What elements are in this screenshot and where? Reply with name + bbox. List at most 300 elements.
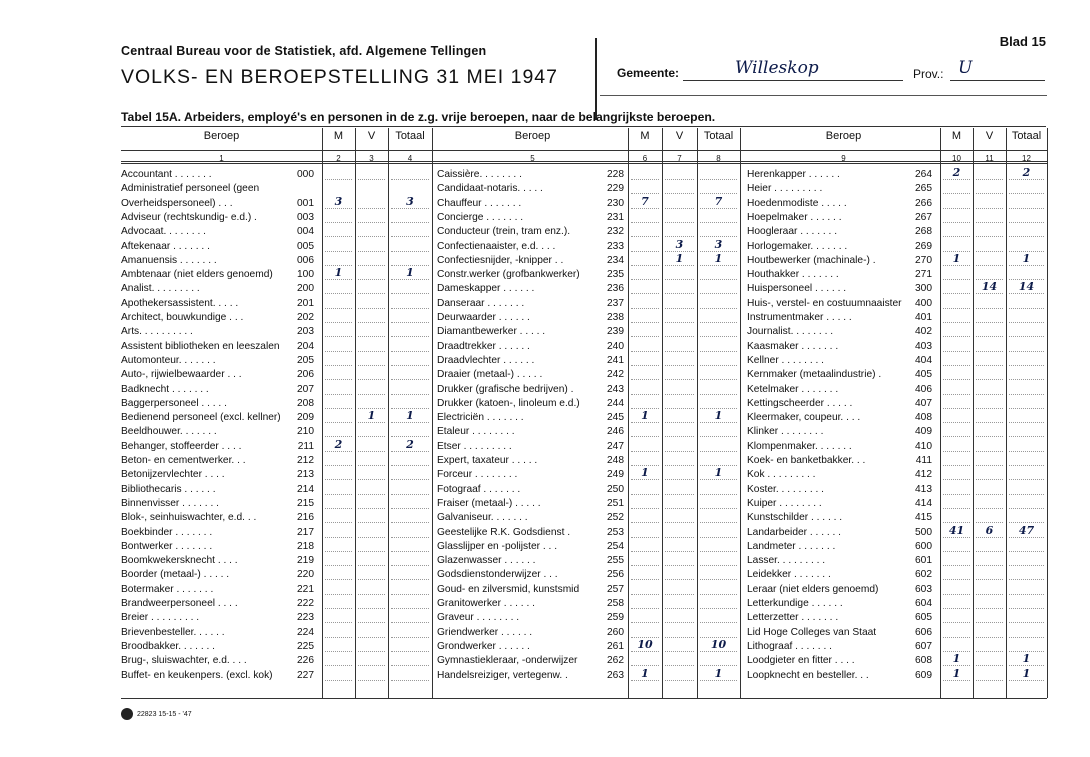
handwritten-count: 6 (985, 523, 994, 537)
entry-line (1009, 464, 1044, 466)
column-number: 6 (642, 154, 648, 163)
occupation-label: Loodgieter en fitter . . . . (747, 655, 855, 667)
occupation-code: 220 (297, 569, 314, 581)
table-row (121, 168, 432, 182)
table-row (747, 626, 1047, 640)
occupation-label: Broodbakker. . . . . . . (121, 640, 215, 652)
entry-line (391, 321, 429, 323)
occupation-code: 225 (297, 640, 314, 652)
occupation-code: 255 (607, 555, 624, 567)
occupation-label: Herenkapper . . . . . . (747, 169, 840, 180)
entry-line (976, 578, 1003, 580)
table-row (121, 497, 432, 511)
occupation-label: Advocaat. . . . . . . . (121, 226, 206, 238)
occupation-label: Blok-, seinhuiswachter, e.d. . . (121, 512, 257, 524)
table-row (121, 411, 432, 425)
entry-line (665, 450, 694, 452)
entry-line (1009, 407, 1044, 409)
occupation-code: 265 (915, 183, 932, 195)
gemeente-line (683, 80, 903, 81)
province-label: Prov.: (913, 67, 944, 81)
header-v: V (675, 130, 684, 142)
occupation-code: 261 (607, 640, 624, 652)
entry-line (943, 207, 970, 209)
entry-line (358, 221, 385, 223)
entry-line (631, 435, 659, 437)
form-title: VOLKS- EN BEROEPSTELLING 31 MEI 1947 (121, 66, 558, 88)
table-row (437, 597, 740, 611)
occupation-label: Analist. . . . . . . . . (121, 283, 200, 295)
table-row (747, 454, 1047, 468)
entry-line (700, 435, 737, 437)
entry-line (325, 507, 352, 509)
table-row (747, 468, 1047, 482)
entry-line (1009, 593, 1044, 595)
table-row (121, 526, 432, 540)
entry-line (358, 250, 385, 252)
occupation-code: 228 (607, 169, 624, 180)
handwritten-count: 1 (334, 266, 343, 280)
entry-line (665, 178, 694, 180)
occupation-code: 300 (915, 283, 932, 295)
entry-line (976, 550, 1003, 552)
entry-line (976, 221, 1003, 223)
table-row (437, 497, 740, 511)
occupation-code: 402 (915, 326, 932, 338)
occupation-label: Kuiper . . . . . . . . (747, 497, 822, 509)
table-row (121, 254, 432, 268)
table-row (747, 597, 1047, 611)
occupation-code: 240 (607, 340, 624, 352)
entry-line (976, 378, 1003, 380)
occupation-code: 256 (607, 569, 624, 581)
table-row (747, 383, 1047, 397)
occupation-label: Badknecht . . . . . . . (121, 383, 209, 395)
occupation-label: Fraiser (metaal-) . . . . . (437, 497, 541, 509)
entry-line (631, 621, 659, 623)
entry-line (976, 307, 1003, 309)
occupation-label: Houthakker . . . . . . . (747, 269, 839, 281)
entry-line (631, 278, 659, 280)
entry-line (665, 207, 694, 209)
table-row (437, 397, 740, 411)
entry-line (976, 350, 1003, 352)
entry-line (631, 607, 659, 609)
entry-line (943, 292, 970, 294)
handwritten-count: 2 (952, 166, 961, 179)
column-number: 7 (677, 154, 682, 163)
entry-line (943, 235, 970, 237)
occupation-label: Journalist. . . . . . . . (747, 326, 834, 338)
occupation-code: 245 (607, 412, 624, 424)
handwritten-count: 1 (367, 409, 376, 423)
header-v: V (367, 130, 376, 142)
entry-line (700, 550, 737, 552)
entry-line (1009, 607, 1044, 609)
occupation-code: 234 (607, 254, 624, 266)
table-row (747, 240, 1047, 254)
entry-line (358, 321, 385, 323)
occupation-label: Lithograaf . . . . . . . (747, 640, 832, 652)
entry-line (1009, 450, 1044, 452)
entry-line (1009, 364, 1044, 366)
entry-line (976, 335, 1003, 337)
entry-line (1009, 550, 1044, 552)
occupation-code: 415 (915, 512, 932, 524)
occupation-label: Koek- en banketbakker. . . (747, 455, 866, 466)
entry-line (700, 335, 737, 337)
entry-line (631, 378, 659, 380)
handwritten-count: 1 (641, 466, 649, 480)
table-row (121, 669, 432, 683)
table-row (747, 311, 1047, 325)
column-number: 5 (530, 154, 535, 163)
occupation-code: 267 (915, 211, 932, 223)
entry-line (976, 435, 1003, 437)
table-row (747, 440, 1047, 454)
entry-line (391, 564, 429, 566)
occupation-code: 413 (915, 483, 932, 495)
entry-line (1009, 564, 1044, 566)
entry-line (976, 636, 1003, 638)
occupation-label: Amanuensis . . . . . . . (121, 254, 217, 266)
entry-line (325, 307, 352, 309)
occupation-code: 207 (297, 383, 314, 395)
table-row (437, 311, 740, 325)
entry-line (631, 178, 659, 180)
table-row (747, 225, 1047, 239)
table-row (747, 368, 1047, 382)
column-number: 8 (716, 154, 721, 163)
entry-line (358, 450, 385, 452)
entry-line (391, 178, 429, 180)
occupation-label: Brug-, sluiswachter, e.d. . . . (121, 655, 247, 667)
occupation-label: Griendwerker . . . . . . (437, 626, 533, 638)
entry-line (976, 607, 1003, 609)
occupation-code: 233 (607, 240, 624, 252)
entry-line (1009, 235, 1044, 237)
entry-line (325, 321, 352, 323)
table-row (437, 211, 740, 225)
occupation-code: 600 (915, 540, 932, 552)
table-row (121, 511, 432, 525)
occupation-code: 252 (607, 512, 624, 524)
entry-line (358, 292, 385, 294)
entry-line (976, 421, 1003, 423)
handwritten-count: 1 (1022, 652, 1031, 666)
entry-line (665, 278, 694, 280)
handwritten-count: 10 (710, 637, 727, 651)
entry-line (358, 636, 385, 638)
table-row (437, 526, 740, 540)
entry-line (631, 250, 659, 252)
entry-line (665, 464, 694, 466)
handwritten-count: 1 (714, 251, 723, 265)
entry-line (665, 664, 694, 666)
table-row (437, 440, 740, 454)
occupation-label: Forceur . . . . . . . . (437, 469, 518, 481)
entry-line (325, 621, 352, 623)
occupation-label: Glazenwasser . . . . . . (437, 555, 536, 567)
handwritten-count: 7 (714, 194, 723, 208)
occupation-label: Loopknecht en besteller. . . (747, 669, 869, 681)
entry-line (358, 679, 385, 681)
entry-line (943, 335, 970, 337)
entry-line (1009, 435, 1044, 437)
table-row (437, 483, 740, 497)
entry-line (631, 221, 659, 223)
occupation-code: 408 (915, 412, 932, 424)
occupation-label: Gymnastiekleraar, -onderwijzer (437, 655, 578, 667)
entry-line (700, 364, 737, 366)
occupation-code: 268 (915, 226, 932, 238)
occupation-label: Beton- en cementwerker. . . (121, 455, 246, 466)
handwritten-count: 1 (675, 251, 684, 265)
table-row (437, 268, 740, 282)
entry-line (700, 621, 737, 623)
table-row (121, 182, 432, 196)
table-row (437, 411, 740, 425)
entry-line (391, 393, 429, 395)
occupation-label: Kok . . . . . . . . . (747, 469, 816, 481)
entry-line (976, 507, 1003, 509)
occupation-label: Automonteur. . . . . . . (121, 354, 216, 366)
table-row (437, 182, 740, 196)
occupation-code: 602 (915, 569, 932, 581)
caption-rule (121, 126, 1046, 127)
logo-icon (121, 708, 133, 720)
table-row (121, 654, 432, 668)
header-totaal: Totaal (1011, 130, 1042, 142)
occupation-label: Handelsreiziger, vertegenw. . (437, 669, 568, 681)
table-row (747, 666, 1047, 683)
table-row (747, 611, 1047, 625)
entry-line (665, 378, 694, 380)
occupation-code: 224 (297, 626, 314, 638)
entry-line (391, 664, 429, 666)
table-row (437, 511, 740, 525)
gemeente-value: Willeskop (735, 58, 819, 78)
entry-line (976, 450, 1003, 452)
table-row (747, 325, 1047, 339)
table-bottom-rule (121, 698, 1047, 699)
table-row (121, 368, 432, 382)
handwritten-count: 41 (948, 523, 965, 537)
occupation-code: 213 (297, 469, 314, 481)
occupation-label: Landmeter . . . . . . . (747, 540, 836, 552)
entry-line (391, 350, 429, 352)
occupation-label: Glasslijper en -polijster . . . (437, 540, 558, 552)
occupation-label: Landarbeider . . . . . . (747, 526, 842, 538)
entry-line (325, 407, 352, 409)
entry-line (665, 493, 694, 495)
occupation-code: 215 (297, 497, 314, 509)
table-row (437, 251, 740, 268)
table-row (121, 268, 432, 282)
entry-line (700, 307, 737, 309)
entry-line (976, 207, 1003, 209)
entry-line (325, 636, 352, 638)
entry-line (665, 521, 694, 523)
province-line (950, 80, 1045, 81)
occupation-code: 409 (915, 426, 932, 438)
entry-line (665, 578, 694, 580)
occupation-code: 254 (607, 540, 624, 552)
occupation-label: Aftekenaar . . . . . . . (121, 240, 210, 252)
entry-line (631, 350, 659, 352)
entry-line (325, 464, 352, 466)
table-row (437, 383, 740, 397)
occupation-code: 001 (297, 197, 314, 209)
occupation-code: 229 (607, 183, 624, 195)
occupation-code: 601 (915, 555, 932, 567)
occupation-label: Confectienaaister, e.d. . . . (437, 240, 556, 252)
entry-line (631, 393, 659, 395)
occupation-label: Huis-, verstel- en costuumnaaister (747, 297, 902, 309)
entry-line (700, 292, 737, 294)
table-row (437, 194, 740, 211)
column-line (432, 128, 433, 698)
occupation-label: Klompenmaker. . . . . . . (747, 440, 852, 452)
entry-line (358, 207, 385, 209)
occupation-code: 208 (297, 397, 314, 409)
handwritten-count: 2 (406, 437, 414, 451)
entry-line (700, 593, 737, 595)
occupation-label: Brandweerpersoneel . . . . (121, 598, 238, 609)
entry-line (325, 578, 352, 580)
occupation-label: Koster. . . . . . . . . (747, 483, 824, 495)
entry-line (700, 278, 737, 280)
occupation-label: Lid Hoge Colleges van Staat (747, 626, 877, 638)
entry-line (700, 521, 737, 523)
entry-line (391, 536, 429, 538)
occupation-code: 203 (297, 326, 314, 338)
entry-line (665, 507, 694, 509)
entry-line (976, 364, 1003, 366)
occupation-label: Binnenvisser . . . . . . . (121, 497, 219, 509)
table-row (437, 666, 740, 683)
occupation-code: 226 (297, 655, 314, 667)
entry-line (358, 550, 385, 552)
occupation-code: 260 (607, 626, 624, 638)
occupation-label: Draadvlechter . . . . . . (437, 354, 535, 366)
entry-line (976, 321, 1003, 323)
entry-line (1009, 378, 1044, 380)
entry-line (325, 679, 352, 681)
entry-line (391, 221, 429, 223)
entry-line (1009, 578, 1044, 580)
column-number: 11 (985, 154, 994, 163)
entry-line (943, 621, 970, 623)
occupation-code: 248 (607, 455, 624, 466)
table-row (747, 554, 1047, 568)
entry-line (943, 450, 970, 452)
entry-line (665, 421, 694, 423)
occupation-label: Klinker . . . . . . . . (747, 426, 824, 438)
province-value: U (958, 58, 973, 78)
entry-line (358, 564, 385, 566)
entry-line (1009, 421, 1044, 423)
table-row (121, 583, 432, 597)
occupation-label: Granitowerker . . . . . . (437, 598, 535, 609)
entry-line (665, 679, 694, 681)
handwritten-count: 1 (1022, 251, 1031, 265)
occupation-code: 205 (297, 354, 314, 366)
entry-line (358, 335, 385, 337)
gemeente-label: Gemeente: (617, 66, 680, 80)
entry-line (631, 235, 659, 237)
entry-line (391, 679, 429, 681)
entry-line (391, 464, 429, 466)
entry-line (976, 593, 1003, 595)
occupation-code: 231 (607, 211, 624, 223)
occupation-label: Ketelmaker . . . . . . . (747, 383, 839, 395)
table-row (121, 282, 432, 296)
entry-line (700, 607, 737, 609)
occupation-code: 217 (297, 526, 314, 538)
table-row (437, 325, 740, 339)
table-row (121, 297, 432, 311)
occupation-code: 221 (297, 583, 314, 595)
occupation-code: 608 (915, 655, 932, 667)
occupation-code: 412 (915, 469, 932, 481)
occupation-label: Botermaker . . . . . . . (121, 583, 214, 595)
occupation-label: Ambtenaar (niet elders genoemd) (121, 269, 273, 281)
table-row (747, 297, 1047, 311)
occupation-label: Letterzetter . . . . . . . (747, 612, 839, 624)
table-row (747, 397, 1047, 411)
handwritten-count: 10 (637, 637, 653, 651)
table-row (121, 354, 432, 368)
entry-line (976, 650, 1003, 652)
table-row (747, 568, 1047, 582)
table-row (747, 354, 1047, 368)
occupation-label: Constr.werker (grofbankwerker) (437, 269, 580, 281)
column-number: 3 (369, 154, 374, 163)
column-number: 9 (841, 154, 846, 163)
occupation-code: 606 (915, 626, 932, 638)
table-row (121, 225, 432, 239)
entry-line (665, 307, 694, 309)
entry-line (391, 250, 429, 252)
occupation-label: Caissière. . . . . . . . (437, 169, 522, 180)
occupation-code: 003 (297, 211, 314, 223)
occupation-label: Expert, taxateur . . . . . (437, 455, 538, 466)
entry-line (943, 550, 970, 552)
table-row (437, 611, 740, 625)
occupation-label: Auto-, rijwielbewaarder . . . (121, 369, 242, 381)
occupation-label: Horlogemaker. . . . . . . (747, 240, 848, 252)
occupation-label: Candidaat-notaris. . . . . (437, 183, 543, 195)
entry-line (391, 307, 429, 309)
entry-line (943, 407, 970, 409)
entry-line (700, 393, 737, 395)
handwritten-count: 1 (641, 409, 649, 423)
occupation-code: 269 (915, 240, 932, 252)
handwritten-count: 2 (334, 437, 343, 451)
table-row (437, 626, 740, 640)
occupation-code: 235 (607, 269, 624, 281)
occupation-code: 232 (607, 226, 624, 238)
occupation-code: 401 (915, 312, 932, 323)
entry-line (976, 393, 1003, 395)
occupation-label: Galvaniseur. . . . . . . (437, 512, 528, 524)
occupation-label: Assistent bibliotheken en leeszalen (121, 340, 280, 352)
entry-line (1009, 507, 1044, 509)
occupation-code: 004 (297, 226, 314, 238)
header-beroep: Beroep (825, 130, 862, 142)
entry-line (631, 450, 659, 452)
